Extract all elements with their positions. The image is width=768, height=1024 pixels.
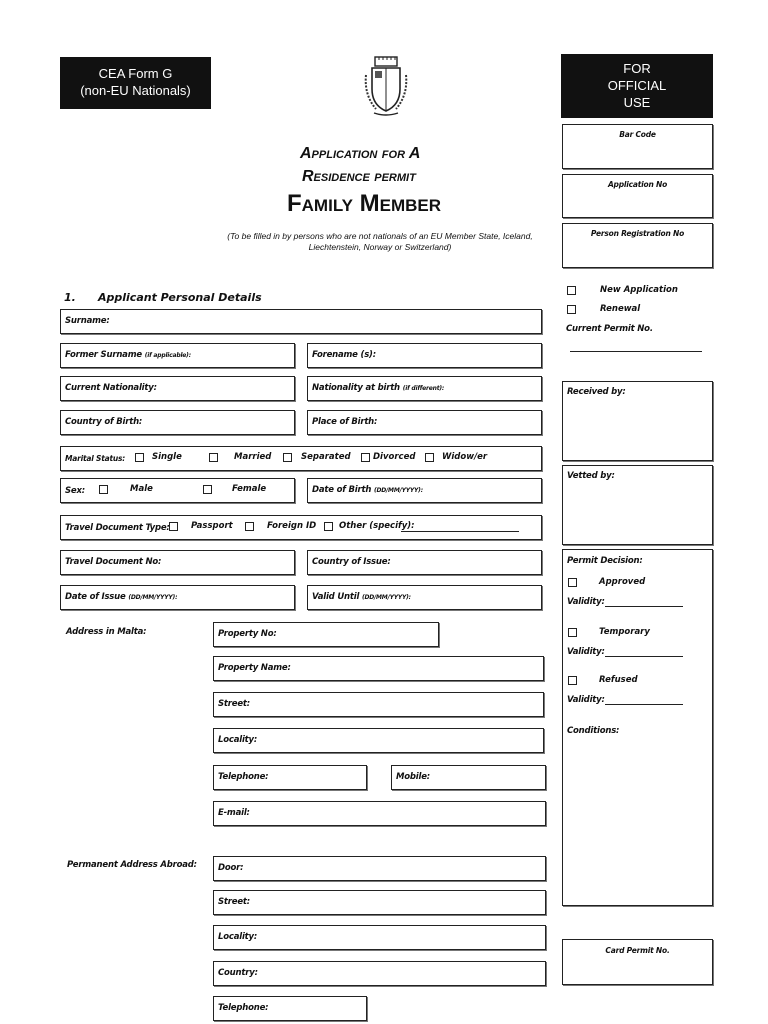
female-checkbox[interactable] xyxy=(203,485,212,494)
card-permit-box[interactable] xyxy=(562,939,713,985)
temporary-validity-line xyxy=(605,647,683,657)
travel-document-no-label: Travel Document No: xyxy=(65,557,162,567)
date-of-birth-label: Date of Birth (DD/MM/YYYY): xyxy=(312,485,423,495)
official-line1: FOR xyxy=(623,61,651,76)
abroad-locality-field[interactable] xyxy=(213,925,546,950)
subtitle: (To be filled in by persons who are not nationals of an EU Member State, Iceland, Liechtenstein, Norway or Switzerland) xyxy=(227,231,533,252)
renewal-checkbox[interactable] xyxy=(567,305,576,314)
current-permit-line[interactable] xyxy=(570,351,702,352)
approved-checkbox[interactable] xyxy=(568,578,577,587)
married-option[interactable]: Married xyxy=(209,452,271,462)
separated-checkbox[interactable] xyxy=(283,453,292,462)
application-no-label: Application No xyxy=(607,180,668,189)
door-label: Door: xyxy=(218,863,244,873)
widower-checkbox[interactable] xyxy=(425,453,434,462)
mobile-field[interactable] xyxy=(391,765,546,790)
official-line2: OFFICIAL xyxy=(607,78,667,93)
bar-code-label: Bar Code xyxy=(619,130,656,139)
travel-document-no-field[interactable] xyxy=(60,550,295,575)
address-abroad-heading: Permanent Address Abroad: xyxy=(67,860,197,870)
property-no-label: Property No: xyxy=(218,629,277,639)
nationality-at-birth-label: Nationality at birth (if different): xyxy=(312,383,445,393)
email-label: E-mail: xyxy=(218,808,250,818)
abroad-street-label: Street: xyxy=(218,897,250,907)
current-permit-label: Current Permit No. xyxy=(566,324,653,334)
vetted-by-label: Vetted by: xyxy=(567,471,615,481)
place-of-birth-label: Place of Birth: xyxy=(312,417,378,427)
single-option[interactable]: Single xyxy=(135,452,182,462)
permit-decision-label: Permit Decision: xyxy=(567,556,643,566)
surname-label: Surname: xyxy=(65,316,110,326)
renewal-option[interactable]: Renewal xyxy=(567,304,640,314)
divorced-option[interactable]: Divorced xyxy=(361,452,415,462)
sex-label: Sex: xyxy=(65,486,85,496)
door-field[interactable] xyxy=(213,856,546,881)
approved-validity-label: Validity: xyxy=(567,597,683,607)
country-of-birth-label: Country of Birth: xyxy=(65,417,143,427)
foreign-id-checkbox[interactable] xyxy=(245,522,254,531)
received-by-label: Received by: xyxy=(567,387,626,397)
other-checkbox[interactable] xyxy=(324,522,333,531)
temporary-option[interactable]: Temporary xyxy=(568,627,650,637)
abroad-telephone-field[interactable] xyxy=(213,996,367,1021)
approved-validity-line xyxy=(605,597,683,607)
surname-field[interactable] xyxy=(60,309,542,334)
refused-checkbox[interactable] xyxy=(568,676,577,685)
new-application-option[interactable]: New Application xyxy=(567,285,678,295)
foreign-id-option[interactable]: Foreign ID xyxy=(245,521,316,531)
nationality-at-birth-field[interactable] xyxy=(307,376,542,401)
property-no-field[interactable] xyxy=(213,622,439,647)
male-option[interactable]: Male xyxy=(99,484,153,494)
travel-document-type-label: Travel Document Type: xyxy=(65,523,170,533)
card-permit-label: Card Permit No. xyxy=(605,946,670,955)
bar-code-box[interactable] xyxy=(562,124,713,169)
date-of-issue-label: Date of Issue (DD/MM/YYYY): xyxy=(65,592,178,602)
email-field[interactable] xyxy=(213,801,546,826)
marital-status-label: Marital Status: xyxy=(65,454,126,463)
title-line2: Residence permit xyxy=(302,168,416,185)
form-id-line1: CEA Form G xyxy=(98,66,173,81)
title-line3: Family Member xyxy=(287,190,442,217)
place-of-birth-field[interactable] xyxy=(307,410,542,435)
country-field[interactable] xyxy=(213,961,546,986)
divorced-checkbox[interactable] xyxy=(361,453,370,462)
travel-document-type-field xyxy=(60,515,542,540)
malta-locality-field[interactable] xyxy=(213,728,544,753)
application-no-box[interactable] xyxy=(562,174,713,218)
form-id-box xyxy=(60,57,211,109)
refused-validity-line xyxy=(605,695,683,705)
date-of-issue-field[interactable] xyxy=(60,585,295,610)
female-option[interactable]: Female xyxy=(203,484,266,494)
country-of-issue-label: Country of Issue: xyxy=(312,557,391,567)
current-nationality-field[interactable] xyxy=(60,376,295,401)
other-option[interactable]: Other (specify): xyxy=(324,521,415,531)
former-surname-label: Former Surname (if applicable): xyxy=(65,350,191,360)
temporary-validity-label: Validity: xyxy=(567,647,683,657)
malta-locality-label: Locality: xyxy=(218,735,258,745)
approved-option[interactable]: Approved xyxy=(568,577,645,587)
received-by-box[interactable] xyxy=(562,381,713,461)
valid-until-field[interactable] xyxy=(307,585,542,610)
forename-label: Forename (s): xyxy=(312,350,376,360)
single-checkbox[interactable] xyxy=(135,453,144,462)
permit-decision-box[interactable] xyxy=(562,549,713,906)
marital-status-field xyxy=(60,446,542,471)
abroad-street-field[interactable] xyxy=(213,890,546,915)
refused-option[interactable]: Refused xyxy=(568,675,638,685)
forename-field[interactable] xyxy=(307,343,542,368)
temporary-checkbox[interactable] xyxy=(568,628,577,637)
form-id-line2: (non-EU Nationals) xyxy=(80,83,191,98)
abroad-locality-label: Locality: xyxy=(218,932,258,942)
country-of-issue-field[interactable] xyxy=(307,550,542,575)
abroad-telephone-label: Telephone: xyxy=(218,1003,269,1013)
official-use-box xyxy=(561,54,713,118)
section-number: 1. xyxy=(64,291,76,304)
valid-until-label: Valid Until (DD/MM/YYYY): xyxy=(312,592,411,602)
refused-validity-label: Validity: xyxy=(567,695,683,705)
property-name-field[interactable] xyxy=(213,656,544,681)
property-name-label: Property Name: xyxy=(218,663,291,673)
other-specify-line[interactable] xyxy=(401,531,519,532)
sex-field xyxy=(60,478,295,503)
malta-street-label: Street: xyxy=(218,699,250,709)
title-line1: Application for A xyxy=(300,145,421,162)
official-line3: USE xyxy=(623,95,651,110)
new-application-checkbox[interactable] xyxy=(567,286,576,295)
former-surname-field[interactable] xyxy=(60,343,295,368)
section-title: Applicant Personal Details xyxy=(98,291,262,304)
malta-telephone-label: Telephone: xyxy=(218,772,269,782)
mobile-label: Mobile: xyxy=(396,772,430,782)
country-of-birth-field[interactable] xyxy=(60,410,295,435)
male-checkbox[interactable] xyxy=(99,485,108,494)
malta-coat-of-arms-logo xyxy=(362,55,410,117)
married-checkbox[interactable] xyxy=(209,453,218,462)
current-nationality-label: Current Nationality: xyxy=(65,383,157,393)
country-label: Country: xyxy=(218,968,258,978)
vetted-by-box[interactable] xyxy=(562,465,713,545)
address-malta-heading: Address in Malta: xyxy=(66,627,147,637)
date-of-birth-field[interactable] xyxy=(307,478,542,503)
conditions-label: Conditions: xyxy=(567,726,620,736)
malta-street-field[interactable] xyxy=(213,692,544,717)
passport-option[interactable]: Passport xyxy=(169,521,233,531)
separated-option[interactable]: Separated xyxy=(283,452,351,462)
person-registration-box[interactable] xyxy=(562,223,713,268)
widower-option[interactable]: Widow/er xyxy=(425,452,487,462)
malta-telephone-field[interactable] xyxy=(213,765,367,790)
person-registration-label: Person Registration No xyxy=(590,229,685,238)
passport-checkbox[interactable] xyxy=(169,522,178,531)
